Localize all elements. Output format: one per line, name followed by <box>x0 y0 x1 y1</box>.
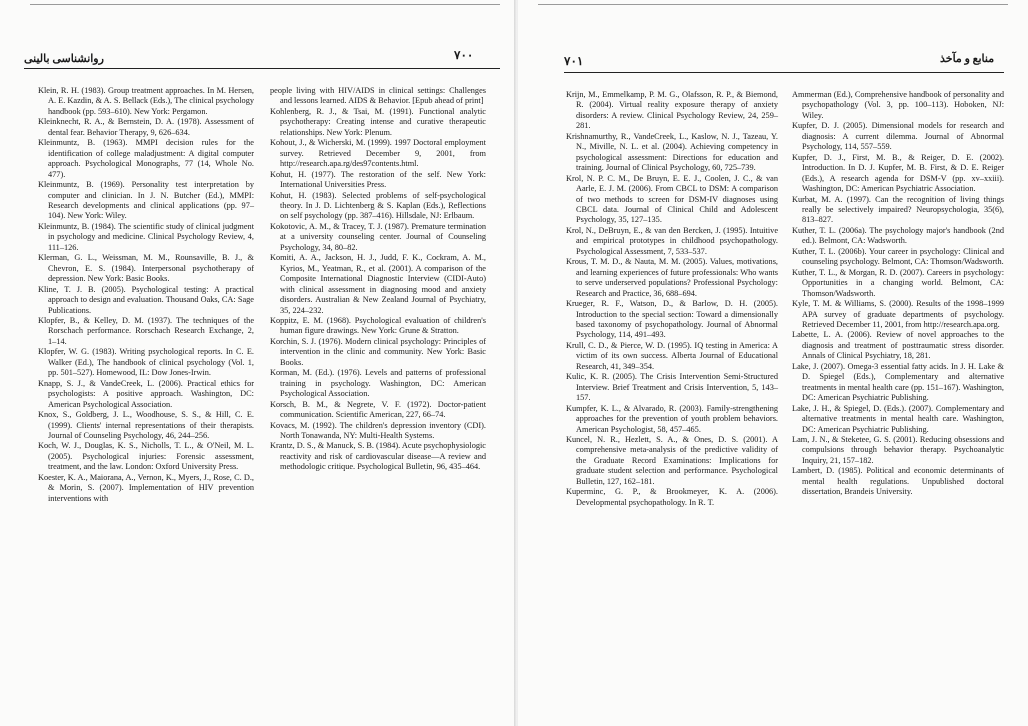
reference-entry: Labette, L. A. (2006). Review of novel approaches to the diagnosis and treatment of posttraumatic stress disorder. Annals of Clinical Psychiatry, 18, 281. <box>792 330 1004 361</box>
reference-entry: Kupfer, D. J. (2005). Dimensional models for research and diagnosis: A current dilemma. Journal of Abnormal Psychology, 114, 557–559. <box>792 121 1004 152</box>
reference-entry: Knox, S., Goldberg, J. L., Woodhouse, S. S., & Hill, C. E. (1999). Clients' internal representations of their therapists. Journal of Counseling Psychology, 46, 244–256. <box>38 410 254 440</box>
reference-entry: Kleinmuntz, B. (1984). The scientific study of clinical judgment in psychology and medicine. Clinical Psychology Review, 4, 111–126. <box>38 221 254 252</box>
reference-entry: Kupfer, D. J., First, M. B., & Reiger, D. E. (2002). Introduction. In D. J. Kupfer, M. B. First, & D. E. Reiger (Eds.), A research agenda for DSM-V (pp. xv–xxiii). Washington, DC: American Psychiatric Association. <box>792 152 1004 194</box>
reference-entry: Kline, T. J. B. (2005). Psychological testing: A practical approach to design and evaluation. Thousand Oaks, CA: Sage Publications. <box>38 284 254 315</box>
reference-entry: Korsch, B. M., & Negrete, V. F. (1972). Doctor-patient communication. Scientific American, 227, 66–74. <box>270 399 486 420</box>
reference-entry: Knapp, S. J., & VandeCreek, L. (2006). Practical ethics for psychologists: A positive approach. Washington, DC: American Psychological Association. <box>38 378 254 409</box>
running-title: منابع و مآخذ <box>940 53 995 65</box>
reference-entry: Krol, N. P. C. M., De Bruyn, E. E. J., Coolen, J. C., & van Aarle, E. J. M. (2006). From CBCL to DSM: A comparison of two methods to screen for DSM-IV diagnoses using CBCL data. Journal of Clinical Child and Adolescent Psychology, 35, 127–135. <box>566 173 778 225</box>
reference-column-right <box>270 86 486 473</box>
reference-entry: Kuther, T. L., & Morgan, R. D. (2007). Careers in psychology: Opportunities in a changing world. Belmont, CA: Thomson/Wadsworth. <box>792 267 1004 298</box>
page-number: ۷۰۱ <box>564 54 584 68</box>
reference-entry: Kohut, H. (1977). The restoration of the self. New York: International Universities Press. <box>270 169 486 190</box>
reference-entry: Koch, W. J., Douglas, K. S., Nicholls, T. L., & O'Neil, M. L. (2005). Psychological injuries: Forensic assessment, treatment, and the law. London: Oxford University Press. <box>38 441 254 472</box>
reference-entry: Krueger, R. F., Watson, D., & Barlow, D. H. (2005). Introduction to the special section: Toward a dimensionally based taxonomy of psychopathology. Journal of Abnormal Psychology, 114, 491–493. <box>566 299 778 340</box>
reference-entry: Klerman, G. L., Weissman, M. M., Rounsaville, B. J., & Chevron, E. S. (1984). Interpersonal psychotherapy of depression. New York: Basic Books. <box>38 253 254 284</box>
reference-entry: Krijn, M., Emmelkamp, P. M. G., Olafsson, R. P., & Biemond, R. (2004). Virtual reality exposure therapy of anxiety disorders: A review. Clinical Psychology Review, 24, 259–281. <box>566 90 778 131</box>
reference-entry: Lake, J. H., & Spiegel, D. (Eds.). (2007). Complementary and alternative treatments in mental health care. Washington, DC: American Psychiatric Publishing. <box>792 403 1004 434</box>
reference-entry: Lake, J. (2007). Omega-3 essential fatty acids. In J. H. Lake & D. Spiegel (Eds.), Complementary and alternative treatments in mental health care (pp. 151–167). Washington, DC: American Psychiatric Publishing. <box>792 361 1004 403</box>
reference-entry: Kohut, H. (1983). Selected problems of self-psychological theory. In J. D. Lichtenberg & S. Kaplan (Eds.), Reflections on self psychology (pp. 387–416). Hillsdale, NJ: Erlbaum. <box>270 190 486 221</box>
reference-entry: Kohlenberg, R. J., & Tsai, M. (1991). Functional analytic psychotherapy: Creating intense and curative therapeutic relationships. New York: Plenum. <box>270 106 486 137</box>
reference-entry: people living with HIV/AIDS in clinical settings: Challenges and lessons learned. AIDS & Behavior. [Epub ahead of print] <box>270 86 486 106</box>
reference-entry: Kleinmuntz, B. (1963). MMPI decision rules for the identification of college maladjustment: A digital computer approach. Psychological Monographs, 77 (14, Whole No. 477). <box>38 138 254 179</box>
page-number: ۷۰۰ <box>454 48 474 62</box>
reference-entry: Kleinmuntz, B. (1969). Personality test interpretation by computer and clinician. In J. N. Butcher (Ed.), MMPI: Research developments and clinical applications (pp. 97–104). New York: Wiley. <box>38 180 254 221</box>
reference-entry: Komiti, A. A., Jackson, H. J., Judd, F. K., Cockram, A. M., Kyrios, M., Yeatman, R., et al. (2001). A comparison of the Composite International Diagnostic Interview (CIDI-Auto) with clinical assessment in diagnosing mood and anxiety disorders. Australian & New Zealand Journal of Psychiatry, 35, 224–232. <box>270 253 486 315</box>
reference-entry: Kurbat, M. A. (1997). Can the recognition of living things really be selectively impaired? Neuropsychologia, 35(6), 813–827. <box>792 194 1004 225</box>
reference-column-left <box>38 86 254 504</box>
reference-entry: Kokotovic, A. M., & Tracey, T. J. (1987). Premature termination at a university counseling center. Journal of Counseling Psychology, 34, 80–82. <box>270 221 486 252</box>
reference-entry: Krantz, D. S., & Manuck, S. B. (1984). Acute psychophysiologic reactivity and risk of cardiovascular disease—A review and methodologic critique. Psychological Bulletin, 96, 435–464. <box>270 441 486 472</box>
reference-entry: Koppitz, E. M. (1968). Psychological evaluation of children's human figure drawings. New York: Grune & Stratton. <box>270 315 486 336</box>
reference-entry: Kuncel, N. R., Hezlett, S. A., & Ones, D. S. (2001). A comprehensive meta-analysis of the predictive validity of the Graduate Record Examinations: Implications for graduate student selection and performance. Psychological Bulletin, 127, 162–181. <box>566 434 778 486</box>
reference-entry: Kuther, T. L. (2006b). Your career in psychology: Clinical and counseling psychology. Belmont, CA: Thomson/Wadsworth. <box>792 246 1004 267</box>
reference-entry: Klopfer, B., & Kelley, D. M. (1937). The techniques of the Rorschach performance. Rorschach Research Exchange, 2, 1–14. <box>38 315 254 346</box>
reference-entry: Kuperminc, G. P., & Brookmeyer, K. A. (2006). Developmental psychopathology. In R. T. <box>566 487 778 507</box>
top-edge-line <box>538 4 1008 5</box>
reference-entry: Kleinknecht, R. A., & Bernstein, D. A. (1978). Assessment of dental fear. Behavior Therapy, 9, 626–634. <box>38 117 254 137</box>
reference-entry: Lambert, D. (1985). Political and economic determinants of mental health regulations. Unpublished doctoral dissertation, Brandeis University. <box>792 466 1004 497</box>
reference-entry: Krishnamurthy, R., VandeCreek, L., Kaslow, N. J., Tazeau, Y. N., Miville, N. L. et al. (2004). Achieving competency in psychological assessment: Directions for education and training. Journal of Clinical Psychology, 60, 725–739. <box>566 131 778 173</box>
reference-entry: Ammerman (Ed.), Comprehensive handbook of personality and psychopathology (Vol. 3, pp. 100–113). Hoboken, NJ: Wiley. <box>792 90 1004 120</box>
running-title: روانشناسی بالینی <box>24 53 104 65</box>
reference-entry: Klopfer, W. G. (1983). Writing psychological reports. In C. E. Walker (Ed.), The handbook of clinical psychology (Vol. 1, pp. 501–527). Homewood, IL: Dow Jones-Irwin. <box>38 347 254 378</box>
reference-entry: Krol, N., DeBruyn, E., & van den Bercken, J. (1995). Intuitive and empirical prototypes in childhood psychopathology. Psychological Assessment, 7, 533–537. <box>566 225 778 256</box>
reference-entry: Koester, K. A., Maiorana, A., Vernon, K., Myers, J., Rose, C. D., & Morin, S. (2007). Implementation of HIV prevention interventions with <box>38 472 254 503</box>
reference-entry: Krous, T. M. D., & Nauta, M. M. (2005). Values, motivations, and learning experiences of future professionals: Who wants to serve underserved populations? Professional Psychology: Research and Practice, 36, 688–694. <box>566 257 778 298</box>
reference-entry: Klein, R. H. (1983). Group treatment approaches. In M. Hersen, A. E. Kazdin, & A. S. Bellack (Eds.), The clinical psychology handbook (pp. 593–610). New York: Pergamon. <box>38 86 254 116</box>
reference-entry: Kovacs, M. (1992). The children's depression inventory (CDI). North Tonawanda, NY: Multi-Health Systems. <box>270 420 486 440</box>
reference-column-right <box>792 90 1004 498</box>
reference-entry: Kuther, T. L. (2006a). The psychology major's handbook (2nd ed.). Belmont, CA: Wadsworth. <box>792 225 1004 246</box>
top-edge-line <box>30 4 500 5</box>
reference-entry: Korchin, S. J. (1976). Modern clinical psychology: Principles of intervention in the clinic and community. New York: Basic Books. <box>270 336 486 367</box>
reference-entry: Kohout, J., & Wicherski, M. (1999). 1997 Doctoral employment survey. Retrieved December 9, 2001, from http://research.apa.rg/des97contents.html. <box>270 138 486 169</box>
reference-entry: Lam, J. N., & Steketee, G. S. (2001). Reducing obsessions and compulsions through behavior therapy. Psychoanalytic Inquiry, 21, 157–182. <box>792 434 1004 465</box>
right-page <box>518 0 1028 726</box>
header-rule <box>564 72 1004 73</box>
reference-entry: Kyle, T. M. & Williams, S. (2000). Results of the 1998–1999 APA survey of graduate departments of psychology. Retrieved December 11, 2001, from http://research.apa.org. <box>792 299 1004 329</box>
reference-entry: Krull, C. D., & Pierce, W. D. (1995). IQ testing in America: A victim of its own success. Alberta Journal of Educational Research, 41, 349–354. <box>566 340 778 371</box>
reference-entry: Kumpfer, K. L., & Alvarado, R. (2003). Family-strengthening approaches for the prevention of youth problem behaviors. American Psychologist, 58, 457–465. <box>566 403 778 434</box>
reference-entry: Kulic, K. R. (2005). The Crisis Intervention Semi-Structured Interview. Brief Treatment and Crisis Intervention, 5, 143–157. <box>566 372 778 403</box>
reference-column-left <box>566 90 778 508</box>
header-rule <box>24 68 500 69</box>
reference-entry: Korman, M. (Ed.). (1976). Levels and patterns of professional training in psychology. Washington, DC: American Psychological Association. <box>270 368 486 399</box>
